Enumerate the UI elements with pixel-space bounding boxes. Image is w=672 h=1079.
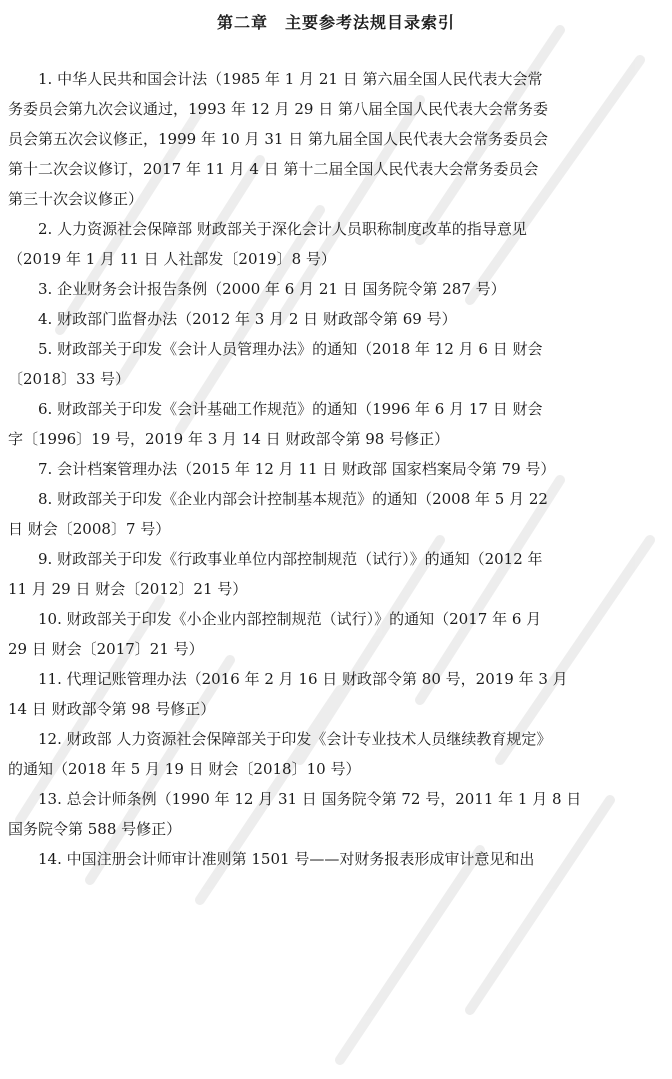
entry-line: 员会第五次会议修正，1999 年 10 月 31 日 第九届全国人民代表大会常务委员会	[8, 130, 548, 148]
entry-line: 国务院令第 588 号修正）	[8, 820, 182, 838]
regulation-entry	[8, 304, 664, 334]
regulation-entry	[8, 604, 664, 664]
entry-line: 14. 中国注册会计师审计准则第 1501 号——对财务报表形成审计意见和出	[38, 850, 535, 868]
regulation-entry	[8, 664, 664, 724]
regulation-entry	[8, 64, 664, 214]
entry-line: 10. 财政部关于印发《小企业内部控制规范（试行）》的通知（2017 年 6 月	[38, 610, 542, 628]
entry-line: 1. 中华人民共和国会计法（1985 年 1 月 21 日 第六届全国人民代表大会常	[38, 70, 543, 88]
regulation-entry	[8, 394, 664, 454]
regulation-entry	[8, 214, 664, 274]
entry-line: 11. 代理记账管理办法（2016 年 2 月 16 日 财政部令第 80 号，2019 年 3 月	[38, 670, 568, 688]
entry-line: 第三十次会议修正）	[8, 190, 144, 208]
entry-line: 9. 财政部关于印发《行政事业单位内部控制规范（试行）》的通知（2012 年	[38, 550, 543, 568]
regulation-entry	[8, 454, 664, 484]
entry-line: 〔2018〕33 号）	[8, 370, 131, 388]
regulation-entry	[8, 334, 664, 394]
regulation-entry	[8, 274, 664, 304]
entry-line: 13. 总会计师条例（1990 年 12 月 31 日 国务院令第 72 号，2011 年 1 月 8 日	[38, 790, 582, 808]
regulation-entry	[8, 544, 664, 604]
entry-line: 2. 人力资源社会保障部 财政部关于深化会计人员职称制度改革的指导意见	[38, 220, 527, 238]
regulation-entry	[8, 784, 664, 844]
regulation-entry	[8, 484, 664, 544]
regulation-list	[8, 64, 664, 874]
regulation-entry	[8, 844, 664, 874]
regulation-entry	[8, 724, 664, 784]
chapter-title: 第二章 主要参考法规目录索引	[216, 13, 455, 32]
entry-line: 6. 财政部关于印发《会计基础工作规范》的通知（1996 年 6 月 17 日 财会	[38, 400, 543, 418]
entry-line: 务委员会第九次会议通过，1993 年 12 月 29 日 第八届全国人民代表大会常务委	[8, 100, 548, 118]
entry-line: 14 日 财政部令第 98 号修正）	[8, 700, 216, 718]
entry-line: 29 日 财会〔2017〕21 号）	[8, 640, 204, 658]
entry-line: （2019 年 1 月 11 日 人社部发〔2019〕8 号）	[8, 250, 336, 268]
entry-line: 8. 财政部关于印发《企业内部会计控制基本规范》的通知（2008 年 5 月 22	[38, 490, 548, 508]
entry-line: 11 月 29 日 财会〔2012〕21 号）	[8, 580, 248, 598]
entry-line: 5. 财政部关于印发《会计人员管理办法》的通知（2018 年 12 月 6 日 财会	[38, 340, 543, 358]
entry-line: 3. 企业财务会计报告条例（2000 年 6 月 21 日 国务院令第 287 号）	[38, 280, 506, 298]
entry-line: 12. 财政部 人力资源社会保障部关于印发《会计专业技术人员继续教育规定》	[38, 730, 552, 748]
entry-line: 的通知（2018 年 5 月 19 日 财会〔2018〕10 号）	[8, 760, 361, 778]
entry-line: 7. 会计档案管理办法（2015 年 12 月 11 日 财政部 国家档案局令第 79 号）	[38, 460, 556, 478]
entry-line: 字〔1996〕19 号，2019 年 3 月 14 日 财政部令第 98 号修正）	[8, 430, 450, 448]
entry-line: 日 财会〔2008〕7 号）	[8, 520, 171, 538]
entry-line: 4. 财政部门监督办法（2012 年 3 月 2 日 财政部令第 69 号）	[38, 310, 457, 328]
entry-line: 第十二次会议修订，2017 年 11 月 4 日 第十二届全国人民代表大会常务委员会	[8, 160, 539, 178]
